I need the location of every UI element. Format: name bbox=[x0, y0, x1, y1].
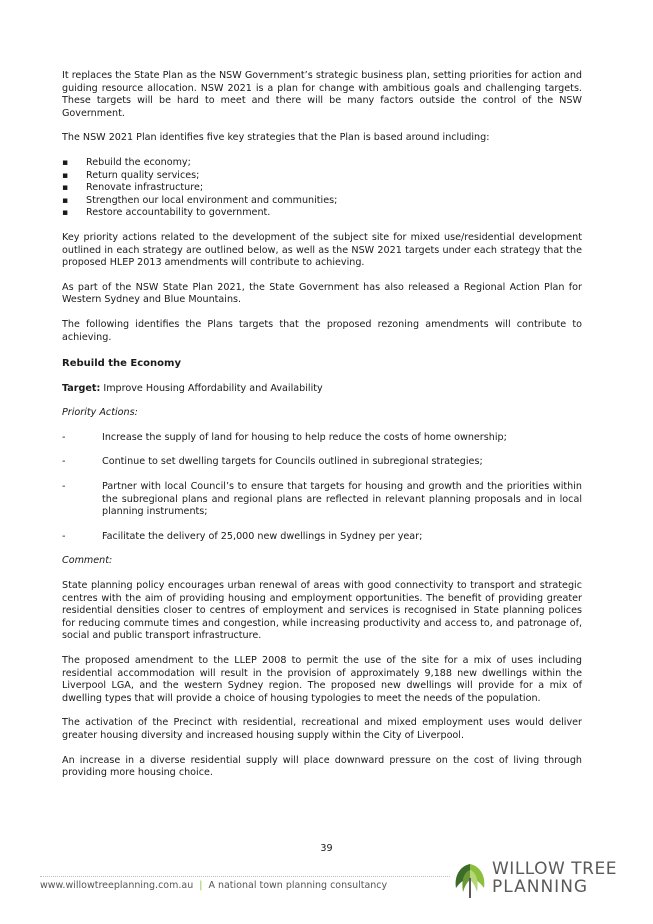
footer-divider bbox=[40, 876, 450, 877]
list-item bbox=[62, 456, 582, 469]
list-item: ▪ Strengthen our local environment and communities; bbox=[62, 195, 582, 208]
list-item: ▪ Rebuild the economy; bbox=[62, 157, 582, 170]
intro-paragraph-1: It replaces the State Plan as the NSW Government’s strategic business plan, setting priorities for action and guiding resource allocation. NSW 2021 is a plan for change with ambitious goals and challenging targets. These targets will be hard to meet and there will be many factors outside the control of the NSW Government. bbox=[62, 70, 582, 119]
dash-marker: - bbox=[62, 481, 66, 493]
willow-tree-icon bbox=[452, 862, 488, 900]
list-item bbox=[62, 531, 582, 544]
footer bbox=[40, 880, 387, 891]
footer-tagline: A national town planning consultancy bbox=[208, 880, 388, 891]
section-heading: Rebuild the Economy bbox=[62, 358, 181, 370]
footer-url-link[interactable]: www.willowtreeplanning.com.au bbox=[40, 880, 194, 891]
comment-paragraph: The activation of the Precinct with residential, recreational and mixed employment uses would deliver greater housing diversity and increased housing supply within the City of Liverpool. bbox=[62, 717, 582, 741]
dash-marker: - bbox=[62, 530, 66, 542]
list-item: ▪ Restore accountability to government. bbox=[62, 207, 582, 220]
intro-paragraph-2: The NSW 2021 Plan identifies five key strategies that the Plan is based around including: bbox=[62, 132, 490, 144]
action-text: Facilitate the delivery of 25,000 new dwellings in Sydney per year; bbox=[102, 530, 423, 542]
priority-actions-label: Priority Actions: bbox=[62, 407, 138, 419]
action-text: Increase the supply of land for housing to help reduce the costs of home ownership; bbox=[102, 431, 507, 443]
comment-paragraph: The proposed amendment to the LLEP 2008 to permit the use of the site for a mix of uses including residential accommodation will result in the provision of approximately 9,188 new dwellings within the Liverpool LGA, and the western Sydney region. The proposed new dwellings will provide for a mix of dwelling types that will provide a choice of housing typologies to meet the needs of the population. bbox=[62, 655, 582, 704]
intro-paragraph-3: Key priority actions related to the development of the subject site for mixed use/residential development outlined in each strategy are outlined below, as well as the NSW 2021 targets under each strategy that the proposed HLEP 2013 amendments will contribute to achieving. bbox=[62, 231, 582, 269]
list-item bbox=[62, 432, 582, 445]
comment-paragraph: State planning policy encourages urban renewal of areas with good connectivity to transport and strategic centres with the aim of providing housing and employment opportunities. The benefit of providing greater residential densities closer to centres of employment and services is recognised in State planning polices for reducing commute times and congestion, while increasing productivity and access to, and patronage of, social and public transport infrastructure. bbox=[62, 580, 582, 642]
strategies-list bbox=[62, 157, 582, 220]
list-item bbox=[62, 481, 582, 519]
page-number: 39 bbox=[320, 843, 333, 854]
willow-tree-logo bbox=[452, 860, 632, 900]
logo-line-2: PLANNING bbox=[492, 877, 589, 897]
footer-separator: | bbox=[199, 880, 203, 891]
logo-wordmark bbox=[492, 860, 617, 896]
action-text: Continue to set dwelling targets for Councils outlined in subregional strategies; bbox=[102, 456, 483, 468]
list-item: ▪ Return quality services; bbox=[62, 170, 582, 183]
list-item: ▪ Renovate infrastructure; bbox=[62, 182, 582, 195]
comment-label: Comment: bbox=[62, 555, 113, 567]
target-line bbox=[62, 383, 582, 396]
target-text: Improve Housing Affordability and Availability bbox=[103, 382, 323, 394]
target-label: Target: bbox=[62, 382, 101, 394]
dash-marker: - bbox=[62, 431, 66, 443]
logo-line-1: WILLOW TREE bbox=[492, 859, 617, 879]
intro-paragraph-5: The following identifies the Plans targets that the proposed rezoning amendments will contribute to achieving. bbox=[62, 318, 582, 343]
dash-marker: - bbox=[62, 456, 66, 468]
intro-paragraph-4: As part of the NSW State Plan 2021, the State Government has also released a Regional Action Plan for Western Sydney and Blue Mountains. bbox=[62, 281, 582, 306]
action-text: Partner with local Council’s to ensure that targets for housing and growth and the priorities within the subregional plans and regional plans are reflected in relevant planning proposals and in local planning instruments; bbox=[102, 481, 582, 518]
comment-paragraph: An increase in a diverse residential supply will place downward pressure on the cost of living through providing more housing choice. bbox=[62, 754, 582, 779]
document-body bbox=[62, 70, 582, 780]
